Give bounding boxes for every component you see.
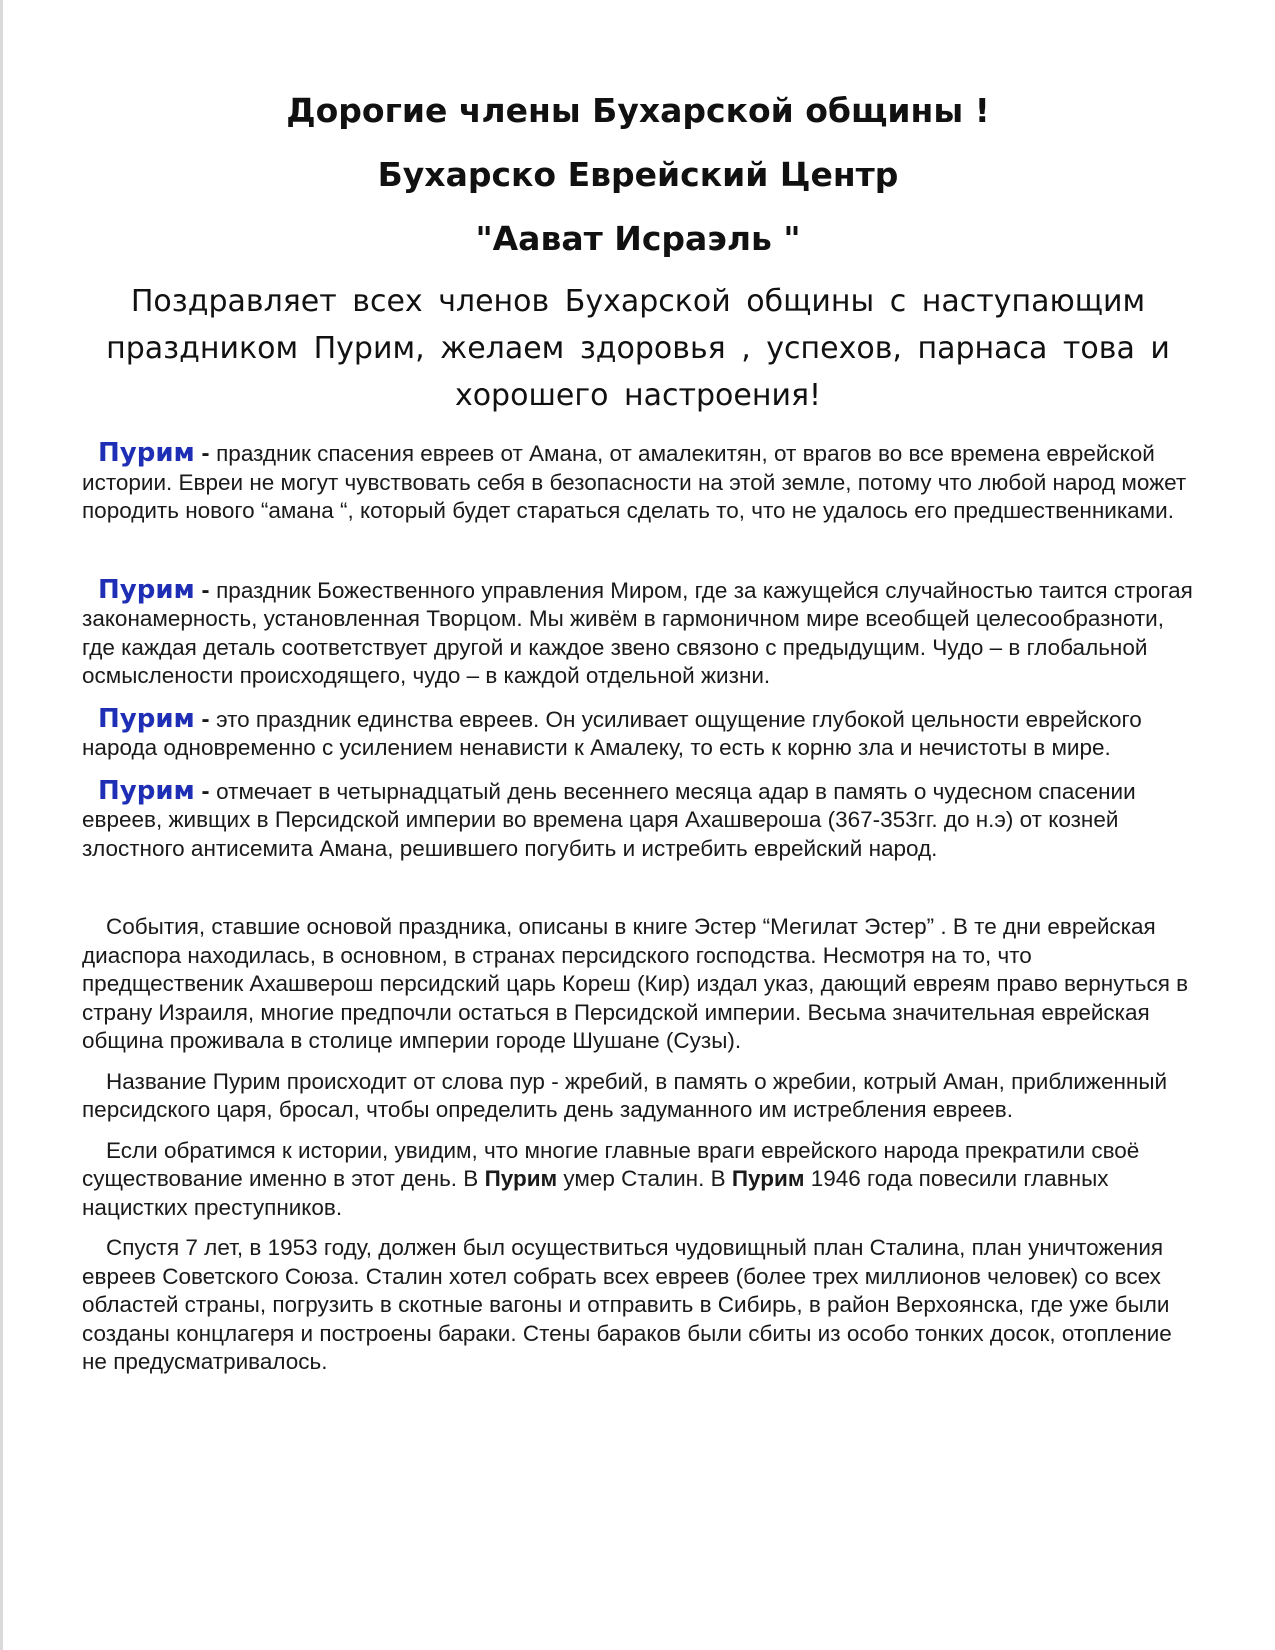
heading-line-3: "Аават Исраэль " bbox=[475, 219, 801, 258]
body-paragraph-2: Название Пурим происходит от слова пур - жребий, в память о жребии, котрый Аман, приближенный персидского царя, бросал, чтобы определить день задуманного им истребления евреев. bbox=[82, 1068, 1168, 1122]
purim-bold-word: Пурим bbox=[731, 1166, 805, 1191]
heading-line-2: Бухарско Еврейский Центр bbox=[377, 155, 899, 194]
purim-paragraph-3 bbox=[82, 705, 1194, 763]
dash: - bbox=[194, 777, 217, 805]
paragraph-text: это праздник единства евреев. Он усиливает ощущение глубокой цельности еврейского народа одновременно с усилением ненависти к Амалеку, то есть к корню зла и нечистоты в мире. bbox=[82, 706, 1142, 760]
heading-line-1: Дорогие члены Бухарской общины ! bbox=[286, 91, 990, 130]
purim-bold-word: Пурим bbox=[484, 1166, 558, 1191]
body-paragraph-4: Спустя 7 лет, в 1953 году, должен был осуществиться чудовищный план Сталина, план уничтожения евреев Советского Союза. Сталин хотел собрать всех евреев (более трех миллионов человек) со всех областей страны, погрузить в скотные вагоны и отправить в Сибирь, в район Верхоянска, где уже были созданы концлагеря и построены бараки. Стены бараков были сбиты из особо тонких досок, отопление не предусматривалось. bbox=[82, 1235, 1172, 1374]
purim-lead-word: Пурим bbox=[98, 775, 195, 806]
paragraph-text: Если обратимся к истории, увидим, что многие главные враги еврейского народа прекратили своё существование именно в этот день. В bbox=[82, 1137, 1140, 1191]
body-paragraph-3 bbox=[82, 1137, 1194, 1223]
paragraph-text: 1946 года повесили главных нацистких преступников. bbox=[82, 1166, 1109, 1220]
body-paragraph-1: События, ставшие основой праздника, описаны в книге Эстер “Мегилат Эстер” . В те дни еврейская диаспора находилась, в основном, в странах персидского господства. Несмотря на то, что предщественик Ахашверош персидский царь Кореш (Кир) издал указ, дающий евреям право вернуться в страну Израиля, многие предпочли остаться в Персидской империи. Весьма значительная еврейская община проживала в столице империи городе Шушане (Сузы). bbox=[82, 914, 1189, 1053]
purim-paragraph-2 bbox=[82, 576, 1194, 691]
paragraph-text: праздник спасения евреев от Амана, от амалекитян, от врагов во все времена еврейской истории. Евреи не могут чувствовать себя в безопасности на этой земле, потому что любой народ может породить нового “амана “, который будет стараться сделать то, что не удалось его предшественниками. bbox=[82, 441, 1187, 523]
purim-lead-word: Пурим bbox=[98, 438, 195, 468]
greeting-text: Поздравляет всех членов Бухарской общины с наступающим праздником Пурим, желаем здоровья , успехов, парнаса това и хорошего настроения! bbox=[106, 284, 1170, 413]
purim-paragraph-4 bbox=[82, 777, 1194, 864]
page-edge bbox=[0, 0, 3, 1650]
purim-lead-word: Пурим bbox=[98, 574, 195, 605]
dash: - bbox=[194, 576, 217, 604]
paragraph-text: праздник Божественного управления Миром, где за кажущейся случайностью таится строгая законамерность, установленная Творцом. Мы живём в гармоничном мире всеобщей целесообразноти, где каждая деталь соответствует другой и каждое звено связоно с предыдущим. Чудо – в глобальной осмысленоcти происходящего, чудо – в каждой отдельной жизни. bbox=[82, 577, 1193, 688]
paragraph-text: умер Сталин. В bbox=[557, 1166, 732, 1191]
dash: - bbox=[194, 705, 217, 733]
document-page bbox=[82, 82, 1194, 1377]
purim-paragraph-1 bbox=[82, 439, 1194, 526]
paragraph-text: отмечает в четырнадцатый день весеннего месяца адар в память о чудесном спасении евреев, живщих в Персидской империи во времена царя Ахашвероша (367-353гг. до н.э) от козней злостного антисемита Амана, решившего погубить и истребить еврейский народ. bbox=[82, 778, 1136, 861]
dash: - bbox=[194, 440, 217, 467]
purim-lead-word: Пурим bbox=[98, 703, 195, 734]
